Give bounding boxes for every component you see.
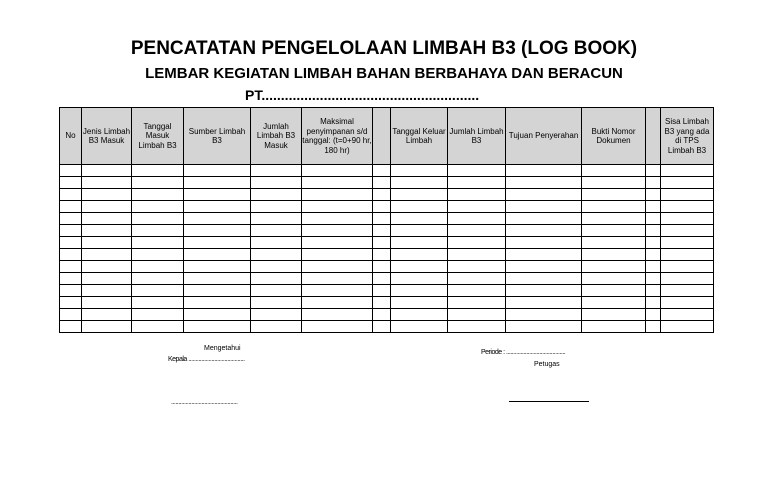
table-cell[interactable] bbox=[302, 189, 373, 201]
table-cell[interactable] bbox=[60, 177, 82, 189]
column-header-spacer-2 bbox=[646, 108, 661, 165]
table-cell[interactable] bbox=[646, 309, 661, 321]
table-cell[interactable] bbox=[302, 165, 373, 177]
table-cell[interactable] bbox=[132, 189, 184, 201]
table-cell[interactable] bbox=[661, 177, 714, 189]
table-cell[interactable] bbox=[302, 249, 373, 261]
table-cell[interactable] bbox=[373, 165, 391, 177]
table-cell[interactable] bbox=[391, 309, 448, 321]
table-cell[interactable] bbox=[60, 297, 82, 309]
table-cell[interactable] bbox=[82, 321, 132, 333]
table-cell[interactable] bbox=[373, 309, 391, 321]
table-cell[interactable] bbox=[506, 225, 582, 237]
table-cell[interactable] bbox=[582, 177, 646, 189]
table-cell[interactable] bbox=[646, 321, 661, 333]
table-cell[interactable] bbox=[302, 273, 373, 285]
table-cell[interactable] bbox=[373, 177, 391, 189]
table-cell[interactable] bbox=[251, 309, 302, 321]
table-cell[interactable] bbox=[184, 189, 251, 201]
table-cell[interactable] bbox=[391, 201, 448, 213]
table-row bbox=[60, 261, 714, 273]
table-cell[interactable] bbox=[448, 309, 506, 321]
table-cell[interactable] bbox=[448, 273, 506, 285]
table-cell[interactable] bbox=[661, 285, 714, 297]
table-cell[interactable] bbox=[646, 213, 661, 225]
table-cell[interactable] bbox=[132, 213, 184, 225]
table-cell[interactable] bbox=[373, 321, 391, 333]
table-cell[interactable] bbox=[582, 309, 646, 321]
table-cell[interactable] bbox=[184, 237, 251, 249]
table-row bbox=[60, 189, 714, 201]
table-body bbox=[60, 165, 714, 333]
table-cell[interactable] bbox=[646, 201, 661, 213]
table-cell[interactable] bbox=[506, 273, 582, 285]
table-cell[interactable] bbox=[373, 189, 391, 201]
table-cell[interactable] bbox=[506, 177, 582, 189]
table-cell[interactable] bbox=[448, 189, 506, 201]
table-row bbox=[60, 237, 714, 249]
table-cell[interactable] bbox=[506, 321, 582, 333]
table-cell[interactable] bbox=[582, 321, 646, 333]
table-cell[interactable] bbox=[60, 165, 82, 177]
table-cell[interactable] bbox=[582, 213, 646, 225]
table-cell[interactable] bbox=[506, 165, 582, 177]
table-cell[interactable] bbox=[132, 165, 184, 177]
table-cell[interactable] bbox=[661, 297, 714, 309]
table-cell[interactable] bbox=[646, 225, 661, 237]
table-cell[interactable] bbox=[132, 297, 184, 309]
table-cell[interactable] bbox=[582, 285, 646, 297]
table-cell[interactable] bbox=[60, 189, 82, 201]
document-subtitle: LEMBAR KEGIATAN LIMBAH BAHAN BERBAHAYA DAN BERACUN bbox=[145, 65, 623, 82]
table-cell[interactable] bbox=[302, 225, 373, 237]
table-cell[interactable] bbox=[82, 225, 132, 237]
table-cell[interactable] bbox=[391, 249, 448, 261]
table-cell[interactable] bbox=[661, 309, 714, 321]
table-cell[interactable] bbox=[132, 249, 184, 261]
table-cell[interactable] bbox=[506, 249, 582, 261]
table-cell[interactable] bbox=[448, 213, 506, 225]
table-cell[interactable] bbox=[582, 201, 646, 213]
table-cell[interactable] bbox=[391, 237, 448, 249]
table-cell[interactable] bbox=[506, 213, 582, 225]
table-cell[interactable] bbox=[661, 213, 714, 225]
column-header-jumlah-limbah: Jumlah Limbah B3 bbox=[448, 108, 506, 165]
table-row bbox=[60, 285, 714, 297]
table-cell[interactable] bbox=[184, 213, 251, 225]
table-cell[interactable] bbox=[251, 321, 302, 333]
column-header-jumlah-masuk: Jumlah Limbah B3 Masuk bbox=[251, 108, 302, 165]
column-header-spacer-1 bbox=[373, 108, 391, 165]
table-cell[interactable] bbox=[448, 201, 506, 213]
table-cell[interactable] bbox=[82, 237, 132, 249]
table-cell[interactable] bbox=[373, 213, 391, 225]
table-cell[interactable] bbox=[60, 261, 82, 273]
table-cell[interactable] bbox=[184, 261, 251, 273]
table-cell[interactable] bbox=[661, 201, 714, 213]
table-cell[interactable] bbox=[373, 225, 391, 237]
table-cell[interactable] bbox=[506, 237, 582, 249]
table-cell[interactable] bbox=[60, 249, 82, 261]
table-cell[interactable] bbox=[646, 237, 661, 249]
table-cell[interactable] bbox=[302, 201, 373, 213]
table-cell[interactable] bbox=[582, 237, 646, 249]
table-cell[interactable] bbox=[184, 285, 251, 297]
table-cell[interactable] bbox=[391, 225, 448, 237]
table-cell[interactable] bbox=[448, 297, 506, 309]
table-cell[interactable] bbox=[506, 297, 582, 309]
petugas-signature-line[interactable] bbox=[509, 401, 589, 402]
column-header-tanggal-keluar: Tanggal Keluar Limbah bbox=[391, 108, 448, 165]
table-row bbox=[60, 309, 714, 321]
table-cell[interactable] bbox=[82, 309, 132, 321]
table-cell[interactable] bbox=[251, 237, 302, 249]
table-cell[interactable] bbox=[448, 225, 506, 237]
table-cell[interactable] bbox=[302, 213, 373, 225]
mengetahui-label: Mengetahui bbox=[204, 345, 241, 352]
periode-field[interactable]: Periode : ......................................... bbox=[481, 349, 566, 356]
table-cell[interactable] bbox=[60, 213, 82, 225]
table-cell[interactable] bbox=[391, 213, 448, 225]
table-cell[interactable] bbox=[661, 249, 714, 261]
table-row bbox=[60, 225, 714, 237]
table-cell[interactable] bbox=[60, 225, 82, 237]
table-cell[interactable] bbox=[132, 237, 184, 249]
table-cell[interactable] bbox=[373, 285, 391, 297]
table-cell[interactable] bbox=[184, 273, 251, 285]
table-cell[interactable] bbox=[661, 261, 714, 273]
table-cell[interactable] bbox=[132, 177, 184, 189]
left-signature-line[interactable]: .............................................. bbox=[171, 399, 238, 406]
table-cell[interactable] bbox=[302, 285, 373, 297]
table-cell[interactable] bbox=[448, 165, 506, 177]
table-cell[interactable] bbox=[582, 165, 646, 177]
table-cell[interactable] bbox=[82, 261, 132, 273]
table-cell[interactable] bbox=[302, 177, 373, 189]
table-cell[interactable] bbox=[661, 189, 714, 201]
table-cell[interactable] bbox=[646, 189, 661, 201]
column-header-tanggal-masuk: Tanggal Masuk Limbah B3 bbox=[132, 108, 184, 165]
table-cell[interactable] bbox=[251, 177, 302, 189]
table-cell[interactable] bbox=[582, 249, 646, 261]
column-header-maksimal-penyimpanan: Maksimal penyimpanan s/d tanggal: (t=0+90 hr, 180 hr) bbox=[302, 108, 373, 165]
table-cell[interactable] bbox=[646, 261, 661, 273]
table-cell[interactable] bbox=[582, 297, 646, 309]
table-cell[interactable] bbox=[302, 237, 373, 249]
table-cell[interactable] bbox=[132, 309, 184, 321]
table-cell[interactable] bbox=[251, 189, 302, 201]
table-cell[interactable] bbox=[184, 165, 251, 177]
table-cell[interactable] bbox=[448, 285, 506, 297]
table-cell[interactable] bbox=[646, 177, 661, 189]
table-cell[interactable] bbox=[60, 201, 82, 213]
table-cell[interactable] bbox=[60, 285, 82, 297]
table-cell[interactable] bbox=[391, 273, 448, 285]
table-cell[interactable] bbox=[391, 285, 448, 297]
table-header-row bbox=[60, 108, 714, 165]
table-cell[interactable] bbox=[251, 285, 302, 297]
table-cell[interactable] bbox=[132, 225, 184, 237]
table-cell[interactable] bbox=[60, 273, 82, 285]
table-cell[interactable] bbox=[184, 177, 251, 189]
table-cell[interactable] bbox=[506, 201, 582, 213]
table-row bbox=[60, 177, 714, 189]
table-cell[interactable] bbox=[582, 189, 646, 201]
document-title: PENCATATAN PENGELOLAAN LIMBAH B3 (LOG BOOK) bbox=[130, 38, 638, 59]
table-cell[interactable] bbox=[448, 321, 506, 333]
table-cell[interactable] bbox=[251, 213, 302, 225]
table-row bbox=[60, 321, 714, 333]
table-cell[interactable] bbox=[302, 261, 373, 273]
table-cell[interactable] bbox=[391, 189, 448, 201]
table-cell[interactable] bbox=[82, 249, 132, 261]
table-cell[interactable] bbox=[448, 249, 506, 261]
table-cell[interactable] bbox=[60, 321, 82, 333]
table-cell[interactable] bbox=[82, 201, 132, 213]
column-header-tujuan-penyerahan: Tujuan Penyerahan bbox=[506, 108, 582, 165]
table-cell[interactable] bbox=[82, 273, 132, 285]
column-header-sisa-limbah: Sisa Limbah B3 yang ada di TPS Limbah B3 bbox=[661, 108, 714, 165]
table-cell[interactable] bbox=[373, 273, 391, 285]
table-cell[interactable] bbox=[184, 225, 251, 237]
table-cell[interactable] bbox=[391, 297, 448, 309]
table-cell[interactable] bbox=[661, 237, 714, 249]
petugas-label: Petugas bbox=[534, 361, 560, 368]
column-header-no: No bbox=[60, 108, 82, 165]
table-cell[interactable] bbox=[251, 165, 302, 177]
table-cell[interactable] bbox=[82, 285, 132, 297]
table-cell[interactable] bbox=[506, 309, 582, 321]
table-cell[interactable] bbox=[646, 297, 661, 309]
table-cell[interactable] bbox=[448, 237, 506, 249]
table-cell[interactable] bbox=[184, 249, 251, 261]
table-cell[interactable] bbox=[302, 309, 373, 321]
table-cell[interactable] bbox=[82, 213, 132, 225]
table-cell[interactable] bbox=[302, 321, 373, 333]
table-cell[interactable] bbox=[646, 249, 661, 261]
table-cell[interactable] bbox=[661, 321, 714, 333]
table-cell[interactable] bbox=[373, 249, 391, 261]
table-cell[interactable] bbox=[582, 273, 646, 285]
table-cell[interactable] bbox=[506, 261, 582, 273]
table-cell[interactable] bbox=[132, 321, 184, 333]
table-cell[interactable] bbox=[448, 261, 506, 273]
table-cell[interactable] bbox=[184, 201, 251, 213]
table-cell[interactable] bbox=[132, 273, 184, 285]
table-cell[interactable] bbox=[82, 165, 132, 177]
table-cell[interactable] bbox=[582, 225, 646, 237]
table-cell[interactable] bbox=[506, 189, 582, 201]
table-cell[interactable] bbox=[132, 201, 184, 213]
table-cell[interactable] bbox=[251, 201, 302, 213]
table-cell[interactable] bbox=[302, 297, 373, 309]
table-cell[interactable] bbox=[184, 297, 251, 309]
kepala-signature-field[interactable]: Kepala ....................................... bbox=[168, 356, 245, 363]
table-cell[interactable] bbox=[60, 309, 82, 321]
log-book-table bbox=[59, 107, 714, 333]
table-cell[interactable] bbox=[184, 321, 251, 333]
table-cell[interactable] bbox=[661, 225, 714, 237]
table-cell[interactable] bbox=[373, 297, 391, 309]
table-cell[interactable] bbox=[251, 261, 302, 273]
table-cell[interactable] bbox=[391, 165, 448, 177]
table-cell[interactable] bbox=[646, 285, 661, 297]
table-row bbox=[60, 213, 714, 225]
table-cell[interactable] bbox=[391, 321, 448, 333]
table-cell[interactable] bbox=[82, 189, 132, 201]
column-header-bukti-nomor-dokumen: Bukti Nomor Dokumen bbox=[582, 108, 646, 165]
table-cell[interactable] bbox=[661, 273, 714, 285]
table-row bbox=[60, 249, 714, 261]
table-cell[interactable] bbox=[448, 177, 506, 189]
table-row bbox=[60, 273, 714, 285]
table-cell[interactable] bbox=[251, 273, 302, 285]
column-header-jenis-limbah: Jenis Limbah B3 Masuk bbox=[82, 108, 132, 165]
table-cell[interactable] bbox=[60, 237, 82, 249]
table-cell[interactable] bbox=[251, 297, 302, 309]
table-cell[interactable] bbox=[132, 285, 184, 297]
table-cell[interactable] bbox=[373, 237, 391, 249]
table-cell[interactable] bbox=[184, 309, 251, 321]
table-cell[interactable] bbox=[646, 165, 661, 177]
table-cell[interactable] bbox=[251, 225, 302, 237]
table-cell[interactable] bbox=[251, 249, 302, 261]
table-cell[interactable] bbox=[373, 201, 391, 213]
company-name-field: PT........................................................ bbox=[245, 87, 480, 103]
table-cell[interactable] bbox=[82, 297, 132, 309]
column-header-sumber-limbah: Sumber Limbah B3 bbox=[184, 108, 251, 165]
table-cell[interactable] bbox=[391, 261, 448, 273]
table-cell[interactable] bbox=[132, 261, 184, 273]
table-cell[interactable] bbox=[373, 261, 391, 273]
table-cell[interactable] bbox=[506, 285, 582, 297]
table-cell[interactable] bbox=[646, 273, 661, 285]
table-row bbox=[60, 297, 714, 309]
table-cell[interactable] bbox=[582, 261, 646, 273]
table-cell[interactable] bbox=[391, 177, 448, 189]
table-cell[interactable] bbox=[661, 165, 714, 177]
table-row bbox=[60, 201, 714, 213]
table-cell[interactable] bbox=[82, 177, 132, 189]
table-row bbox=[60, 165, 714, 177]
